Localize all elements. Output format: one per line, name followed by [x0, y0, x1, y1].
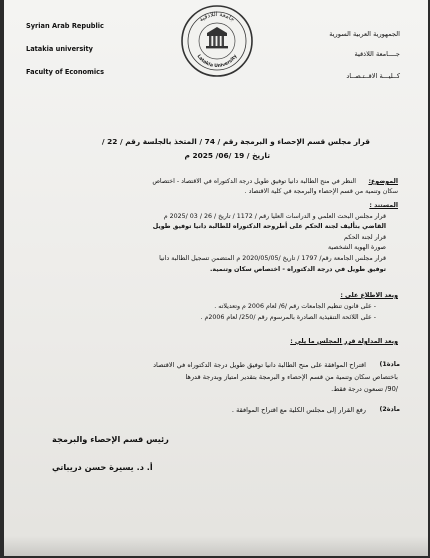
reference-item: القاضي بتأليف لجنة الحكم على أطروحة الدكتوراه للطالبة دانيا توفيق طويل	[152, 223, 386, 230]
seal-bottom-text: Latakia University	[195, 54, 239, 70]
subject-label: الموضوع:	[368, 178, 398, 185]
subject-line-1: النظر في منح الطالبة دانيا توفيق طويل درجة الدكتوراه في الاقتصاد - اختصاص	[152, 178, 356, 185]
review-label: وبعد الاطلاع على :	[340, 292, 398, 299]
reference-item: صورة الهوية الشخصية	[328, 244, 386, 251]
signature-name: أ. د. يسيرة حسن دريباتي	[52, 462, 153, 472]
header-ar-university: جــــامعة اللاذقية	[354, 50, 400, 58]
article-2-label: مادة2)	[379, 406, 400, 413]
header-ar-faculty: كــليـــة الاقــتـصــاد	[346, 72, 400, 80]
signature-title: رئيس قسم الإحصاء والبرمجة	[52, 434, 169, 444]
subject-line-2: سكان وتنمية من قسم الإحصاء والبرمجة في كلية الاقتصاد .	[244, 188, 398, 195]
decision-title: قرار مجلس قسم الإحصاء و البرمجة رقم / 74 / المتخذ بالجلسة رقم / 22 /	[101, 137, 370, 146]
article-1-label: مادة1)	[379, 361, 400, 368]
references-label: المستند :	[369, 202, 398, 209]
decision-date: تاريخ / 19 /06/ 2025 م	[184, 151, 270, 160]
review-item: - على اللائحة التنفيذية الصادرة بالمرسوم رقم /250/ لعام 2006م .	[200, 314, 376, 321]
deliberation-label: وبعد المداولة قرر المجلس ما يلي :	[290, 338, 398, 345]
document-page	[4, 0, 428, 556]
article-1-line-3: /90/ تسعون درجة فقط.	[331, 385, 398, 393]
reference-item: قرار مجلس الجامعة رقم/ 1797 / تاريخ /2020/05/05 م المتضمن تسجيل الطالبة دانيا	[159, 255, 386, 262]
header-en-university: Latakia university	[26, 45, 93, 53]
article-2-line-1: رفع القرار إلى مجلس الكلية مع اقتراح الموافقة .	[231, 406, 366, 414]
reference-item: قرار مجلس البحث العلمي و الدراسات العليا رقم / 1172 / تاريخ / 26 / 03 /2025 م	[163, 213, 386, 220]
header-en-country: Syrian Arab Republic	[26, 22, 104, 30]
header-ar-country: الجمهورية العربية السورية	[329, 30, 400, 38]
reference-item: توفيق طويل في درجة الدكتوراه - اختصاص سكان وتنمية.	[210, 266, 386, 273]
page-shadow	[4, 536, 428, 556]
article-1-line-2: باختصاص سكان وتنمية من قسم الإحصاء و البرمجة بتقدير امتياز وبدرجة قدرها	[185, 373, 398, 381]
header-en-faculty: Faculty of Economics	[26, 68, 105, 76]
review-item: - على قانون تنظيم الجامعات رقم /6/ لعام 2006 م وتعديلاته .	[214, 303, 376, 310]
reference-item: قرار لجنة الحكم	[344, 234, 386, 241]
seal-top-text: جامعة اللاذقية	[198, 10, 236, 24]
article-1-line-1: اقتراح الموافقة على منح الطالبة دانيا توفيق طويل درجة الدكتوراه في الاقتصاد	[153, 361, 366, 369]
university-seal-logo	[180, 4, 254, 78]
